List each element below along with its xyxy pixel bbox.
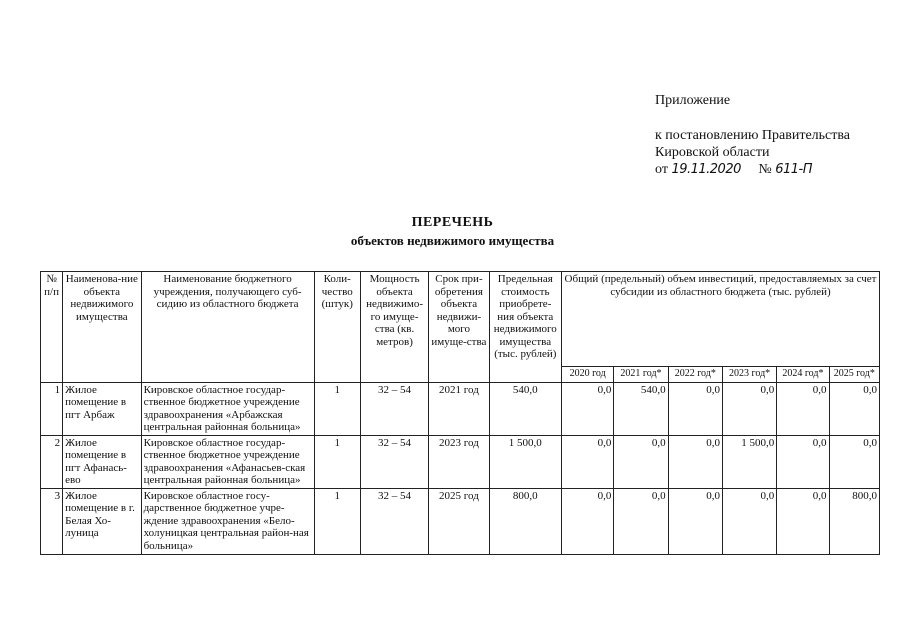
header-capacity: Мощность объекта недвижимо-го имуще-ства (кв. метров) <box>360 272 428 383</box>
year-header: 2024 год* <box>777 367 829 383</box>
row-year-value: 0,0 <box>777 488 829 554</box>
row-year-value: 0,0 <box>614 435 668 488</box>
date-prefix: от <box>655 162 668 177</box>
row-term: 2025 год <box>429 488 489 554</box>
header-term: Срок при-обретения объекта недвижи-мого имуще-ства <box>429 272 489 383</box>
year-header: 2025 год* <box>829 367 879 383</box>
row-institution: Кировское областное государ-ственное бюджетное учреждение здравоохранения «Афанасьев-ская центральная районная больница» <box>141 435 314 488</box>
row-object-name: Жилое помещение в пгт Арбаж <box>63 382 141 435</box>
table-header-row <box>41 272 880 367</box>
row-num: 2 <box>41 435 63 488</box>
header-object-name: Наименова-ние объекта недвижимого имущества <box>63 272 141 383</box>
year-header: 2020 год <box>562 367 614 383</box>
row-year-value: 0,0 <box>562 435 614 488</box>
row-year-value: 0,0 <box>614 488 668 554</box>
appendix-line-2: Кировской области <box>655 145 770 160</box>
handwritten-number: 611-П <box>775 162 813 177</box>
row-term: 2023 год <box>429 435 489 488</box>
row-capacity: 32 – 54 <box>360 382 428 435</box>
row-year-value: 0,0 <box>668 435 722 488</box>
row-institution: Кировское областное госу-дарственное бюджетное учре-ждение здравоохранения «Бело-холуницкая центральная район-ная больница» <box>141 488 314 554</box>
document-title: ПЕРЕЧЕНЬ <box>411 215 494 230</box>
row-quantity: 1 <box>314 382 360 435</box>
row-object-name: Жилое помещение в г. Белая Хо-луница <box>63 488 141 554</box>
row-capacity: 32 – 54 <box>360 488 428 554</box>
row-year-value: 1 500,0 <box>722 435 776 488</box>
year-header: 2022 год* <box>668 367 722 383</box>
appendix-title: Приложение <box>655 93 731 108</box>
row-year-value: 0,0 <box>829 435 879 488</box>
row-year-value: 0,0 <box>562 488 614 554</box>
row-cost: 1 500,0 <box>489 435 561 488</box>
header-investment: Общий (предельный) объем инвестиций, предоставляемых за счет субсидии из областного бюджета (тыс. рублей) <box>562 272 880 367</box>
table-row <box>41 435 880 488</box>
row-year-value: 0,0 <box>777 382 829 435</box>
row-num: 1 <box>41 382 63 435</box>
handwritten-date: 19.11.2020 <box>671 162 741 177</box>
header-cost: Предельная стоимость приобрете-ния объекта недвижимого имущества (тыс. рублей) <box>489 272 561 383</box>
row-year-value: 0,0 <box>668 488 722 554</box>
appendix-date-line <box>655 161 850 178</box>
document-subtitle: объектов недвижимого имущества <box>350 233 555 248</box>
year-header: 2021 год* <box>614 367 668 383</box>
row-year-value: 0,0 <box>722 382 776 435</box>
table-row <box>41 488 880 554</box>
header-quantity: Коли-чество (штук) <box>314 272 360 383</box>
row-year-value: 0,0 <box>668 382 722 435</box>
property-table <box>40 271 880 555</box>
number-prefix: № <box>758 162 772 177</box>
header-institution: Наименование бюджетного учреждения, получающего суб-сидию из областного бюджета <box>141 272 314 383</box>
appendix-block <box>655 92 850 178</box>
row-quantity: 1 <box>314 488 360 554</box>
year-header: 2023 год* <box>722 367 776 383</box>
row-institution: Кировское областное государ-ственное бюджетное учреждение здравоохранения «Арбажская центральная районная больница» <box>141 382 314 435</box>
row-quantity: 1 <box>314 435 360 488</box>
row-year-value: 0,0 <box>562 382 614 435</box>
row-year-value: 0,0 <box>722 488 776 554</box>
appendix-line-1: к постановлению Правительства <box>655 128 851 143</box>
row-term: 2021 год <box>429 382 489 435</box>
row-cost: 540,0 <box>489 382 561 435</box>
row-capacity: 32 – 54 <box>360 435 428 488</box>
row-num: 3 <box>41 488 63 554</box>
row-year-value: 0,0 <box>829 382 879 435</box>
row-cost: 800,0 <box>489 488 561 554</box>
table-row <box>41 382 880 435</box>
row-year-value: 540,0 <box>614 382 668 435</box>
row-year-value: 800,0 <box>829 488 879 554</box>
row-object-name: Жилое помещение в пгт Афанась-ево <box>63 435 141 488</box>
header-num: № п/п <box>41 272 63 383</box>
row-year-value: 0,0 <box>777 435 829 488</box>
